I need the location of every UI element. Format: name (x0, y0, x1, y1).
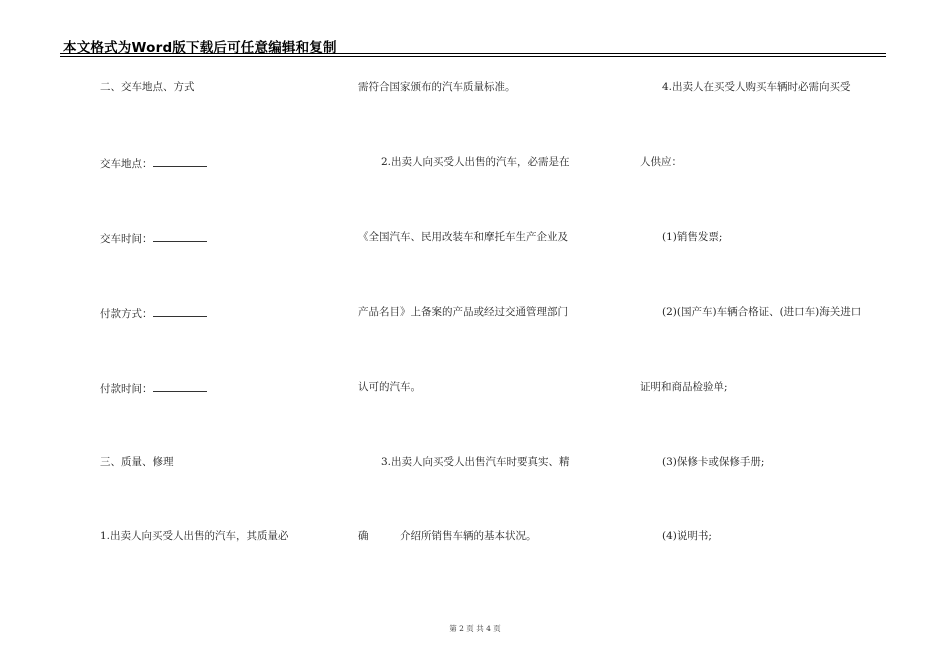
paragraph-line: 人供应： (640, 156, 682, 168)
paragraph-line: 4.出卖人在买受人购买车辆时必需向买受 (662, 81, 851, 93)
section-heading: 三、质量、修理 (100, 456, 174, 468)
form-field-line (100, 230, 207, 246)
section-heading: 二、交车地点、方式 (100, 81, 195, 93)
field-label: 付款时间： (100, 383, 153, 395)
paragraph-line: 1.出卖人向买受人出售的汽车，其质量必 (100, 530, 289, 542)
form-field-line (100, 305, 207, 321)
paragraph-line: 2.出卖人向买受人出售的汽车，必需是在 (381, 156, 570, 168)
paragraph-line: 3.出卖人向买受人出售汽车时要真实、精 (381, 456, 570, 468)
paragraph-line: 产品名目》上备案的产品或经过交通管理部门 (358, 306, 568, 318)
list-item: (2)(国产车)车辆合格证、(进口车)海关进口 (662, 306, 862, 318)
paragraph-line: 确 (358, 530, 369, 542)
fill-in-blank (153, 230, 207, 242)
fill-in-blank (153, 380, 207, 392)
list-item: (1)销售发票; (662, 231, 723, 243)
paragraph-line: 《全国汽车、民用改装车和摩托车生产企业及 (358, 231, 568, 243)
paragraph-line: 介绍所销售车辆的基本状况。 (400, 530, 537, 542)
fill-in-blank (153, 155, 207, 167)
header-rule (60, 53, 886, 54)
field-label: 交车地点： (100, 158, 153, 170)
list-item: (3)保修卡或保修手册; (662, 456, 765, 468)
page-number: 第 2 页 共 4 页 (449, 624, 501, 633)
field-label: 交车时间： (100, 233, 153, 245)
form-field-line (100, 155, 207, 171)
list-item: (4)说明书; (662, 530, 712, 542)
field-label: 付款方式： (100, 308, 153, 320)
paragraph-line: 需符合国家颁布的汽车质量标准。 (358, 81, 516, 93)
paragraph-line: 证明和商品检验单; (640, 381, 728, 393)
form-field-line (100, 380, 207, 396)
paragraph-line: 认可的汽车。 (358, 381, 421, 393)
fill-in-blank (153, 305, 207, 317)
header-title: 本文格式为Word版下载后可任意编辑和复制 (63, 40, 337, 56)
header-rule-thin (60, 56, 886, 57)
